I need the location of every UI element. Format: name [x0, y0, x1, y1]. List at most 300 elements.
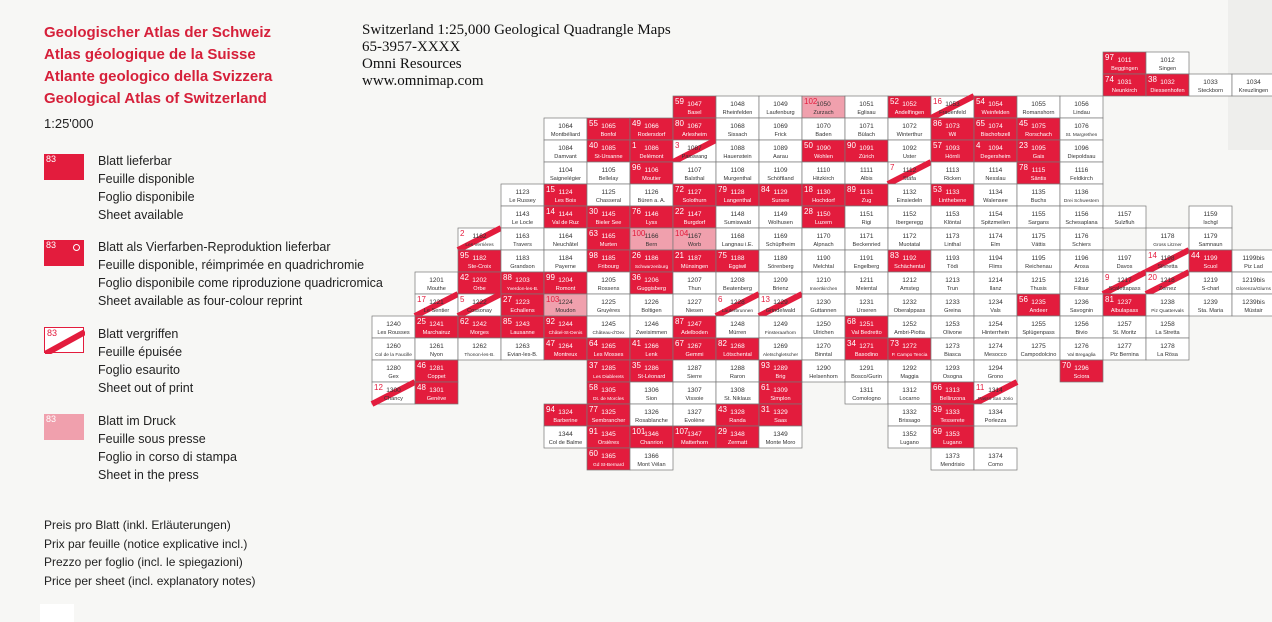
- map-sheet[interactable]: [845, 96, 888, 118]
- map-sheet[interactable]: [845, 140, 888, 162]
- sheet-atlas-number: 4: [976, 141, 981, 150]
- sheet-name: Zurzach: [813, 110, 834, 116]
- map-sheet[interactable]: [1146, 52, 1189, 74]
- map-sheet[interactable]: [458, 250, 501, 272]
- map-sheet[interactable]: [845, 272, 888, 294]
- map-sheet[interactable]: [888, 162, 931, 184]
- sheet-number: 1289: [773, 365, 788, 372]
- map-sheet[interactable]: [1103, 338, 1146, 360]
- map-sheet[interactable]: [759, 228, 802, 250]
- map-sheet[interactable]: [587, 228, 630, 250]
- map-sheet[interactable]: [931, 250, 974, 272]
- map-sheet[interactable]: [458, 316, 501, 338]
- map-sheet[interactable]: [1060, 162, 1103, 184]
- map-sheet[interactable]: [587, 140, 630, 162]
- map-sheet[interactable]: [716, 382, 759, 404]
- map-sheet[interactable]: [1232, 74, 1272, 96]
- map-sheet[interactable]: [716, 426, 759, 448]
- map-sheet[interactable]: [1146, 228, 1189, 250]
- legend-label: Feuille épuisée: [98, 345, 183, 359]
- map-sheet[interactable]: [716, 316, 759, 338]
- map-sheet[interactable]: [759, 338, 802, 360]
- map-sheet[interactable]: [1060, 294, 1103, 316]
- map-sheet[interactable]: [802, 272, 845, 294]
- map-sheet[interactable]: [931, 140, 974, 162]
- map-sheet[interactable]: [931, 404, 974, 426]
- map-sheet[interactable]: [845, 228, 888, 250]
- map-sheet[interactable]: [673, 228, 716, 250]
- map-scale: 1:25'000: [44, 116, 94, 131]
- map-sheet[interactable]: [845, 118, 888, 140]
- map-sheet[interactable]: [1060, 206, 1103, 228]
- map-sheet[interactable]: [974, 162, 1017, 184]
- map-sheet[interactable]: [501, 338, 544, 360]
- map-sheet[interactable]: [630, 184, 673, 206]
- map-sheet[interactable]: [888, 316, 931, 338]
- map-sheet[interactable]: [1232, 272, 1272, 294]
- sheet-number: 1196: [1074, 255, 1089, 262]
- map-sheet[interactable]: [1103, 74, 1146, 96]
- sheet-number: 1267: [687, 343, 702, 350]
- map-sheet[interactable]: [716, 228, 759, 250]
- map-sheet[interactable]: [931, 118, 974, 140]
- map-sheet[interactable]: [372, 316, 415, 338]
- map-sheet[interactable]: [1017, 96, 1060, 118]
- map-sheet[interactable]: [630, 250, 673, 272]
- map-sheet[interactable]: [974, 448, 1017, 470]
- map-sheet[interactable]: [1060, 140, 1103, 162]
- map-sheet[interactable]: [888, 294, 931, 316]
- map-sheet[interactable]: [544, 118, 587, 140]
- map-sheet[interactable]: [1060, 360, 1103, 382]
- map-sheet[interactable]: [587, 426, 630, 448]
- map-sheet[interactable]: [587, 272, 630, 294]
- sheet-atlas-number: 20: [1148, 273, 1157, 282]
- map-sheet[interactable]: [845, 162, 888, 184]
- map-sheet[interactable]: [974, 118, 1017, 140]
- map-sheet[interactable]: [1017, 338, 1060, 360]
- map-sheet[interactable]: [587, 382, 630, 404]
- map-sheet[interactable]: [630, 426, 673, 448]
- map-sheet[interactable]: [630, 206, 673, 228]
- map-sheet[interactable]: [630, 382, 673, 404]
- map-sheet[interactable]: [931, 162, 974, 184]
- map-sheet[interactable]: [1017, 162, 1060, 184]
- map-sheet[interactable]: [1017, 184, 1060, 206]
- map-sheet[interactable]: [716, 294, 759, 316]
- map-sheet[interactable]: [845, 206, 888, 228]
- map-sheet[interactable]: [1146, 316, 1189, 338]
- map-sheet[interactable]: [673, 96, 716, 118]
- sheet-atlas-number: 78: [1019, 163, 1028, 172]
- map-sheet[interactable]: [974, 206, 1017, 228]
- map-sheet[interactable]: [1060, 184, 1103, 206]
- map-sheet[interactable]: [544, 294, 587, 316]
- map-sheet[interactable]: [630, 228, 673, 250]
- map-sheet[interactable]: [1189, 228, 1232, 250]
- map-sheet[interactable]: [501, 272, 544, 294]
- map-sheet[interactable]: [673, 140, 716, 162]
- map-sheet[interactable]: [974, 140, 1017, 162]
- map-sheet[interactable]: [802, 162, 845, 184]
- map-sheet[interactable]: [802, 184, 845, 206]
- map-sheet[interactable]: [1060, 316, 1103, 338]
- map-sheet[interactable]: [716, 250, 759, 272]
- map-sheet[interactable]: [845, 360, 888, 382]
- sheet-number: 1333: [945, 409, 960, 416]
- map-sheet[interactable]: [630, 338, 673, 360]
- map-sheet[interactable]: [587, 338, 630, 360]
- map-sheet[interactable]: [587, 316, 630, 338]
- map-sheet[interactable]: [974, 404, 1017, 426]
- sheet-atlas-number: 98: [589, 251, 598, 260]
- map-sheet[interactable]: [888, 96, 931, 118]
- sheet-name: Drei Schwestern: [1063, 199, 1100, 204]
- map-sheet[interactable]: [587, 250, 630, 272]
- sheet-atlas-number: 14: [1148, 251, 1157, 260]
- map-sheet[interactable]: [716, 404, 759, 426]
- sheet-number: 1072: [902, 123, 917, 130]
- map-sheet[interactable]: [802, 338, 845, 360]
- map-sheet[interactable]: [415, 272, 458, 294]
- sheet-name: Morges: [470, 330, 489, 336]
- map-sheet[interactable]: [673, 338, 716, 360]
- map-sheet[interactable]: [673, 316, 716, 338]
- map-sheet[interactable]: [501, 206, 544, 228]
- map-sheet[interactable]: [888, 426, 931, 448]
- map-sheet[interactable]: [1103, 316, 1146, 338]
- map-sheet[interactable]: [974, 228, 1017, 250]
- sheet-name: Piz Lad: [1244, 264, 1263, 270]
- map-sheet[interactable]: [630, 448, 673, 470]
- map-sheet[interactable]: [759, 316, 802, 338]
- map-sheet[interactable]: [716, 206, 759, 228]
- sheet-name: Osogna: [942, 374, 963, 380]
- map-sheet[interactable]: [931, 316, 974, 338]
- map-sheet[interactable]: [501, 250, 544, 272]
- sheet-name: Albis: [860, 176, 873, 182]
- sheet-number: 1155: [1031, 211, 1046, 218]
- map-sheet[interactable]: [931, 96, 974, 118]
- map-sheet[interactable]: [1189, 74, 1232, 96]
- map-sheet[interactable]: [759, 140, 802, 162]
- sheet-name: Kreuzlingen: [1238, 88, 1269, 94]
- map-sheet[interactable]: [888, 206, 931, 228]
- sheet-number: 1251: [859, 321, 874, 328]
- legend-label: Sheet out of print: [98, 381, 194, 395]
- map-sheet[interactable]: [716, 272, 759, 294]
- sheet-number: 1162: [472, 233, 487, 240]
- map-sheet[interactable]: [931, 338, 974, 360]
- map-sheet[interactable]: [759, 118, 802, 140]
- map-sheet[interactable]: [587, 162, 630, 184]
- sheet-atlas-number: 65: [976, 119, 985, 128]
- sheet-number: 1207: [687, 277, 702, 284]
- sheet-number: 1198: [1160, 255, 1175, 262]
- sheet-atlas-number: 18: [804, 185, 813, 194]
- map-sheet[interactable]: [931, 184, 974, 206]
- map-sheet[interactable]: [716, 118, 759, 140]
- map-sheet[interactable]: [716, 162, 759, 184]
- map-sheet[interactable]: [1060, 338, 1103, 360]
- sheet-name: Thusis: [1030, 286, 1047, 292]
- map-sheet[interactable]: [1146, 74, 1189, 96]
- map-sheet[interactable]: [1189, 250, 1232, 272]
- map-sheet[interactable]: [1060, 250, 1103, 272]
- map-sheet[interactable]: [1103, 250, 1146, 272]
- map-sheet[interactable]: [372, 382, 415, 404]
- map-sheet[interactable]: [759, 294, 802, 316]
- map-sheet[interactable]: [630, 404, 673, 426]
- map-sheet[interactable]: [974, 96, 1017, 118]
- map-sheet[interactable]: [888, 250, 931, 272]
- map-sheet[interactable]: [716, 360, 759, 382]
- sheet-name: Vals: [990, 308, 1001, 314]
- map-sheet[interactable]: [501, 316, 544, 338]
- map-sheet[interactable]: [1146, 294, 1189, 316]
- sheet-number: 1114: [988, 167, 1003, 174]
- map-sheet[interactable]: [587, 448, 630, 470]
- map-sheet[interactable]: [673, 426, 716, 448]
- map-sheet[interactable]: [974, 250, 1017, 272]
- map-sheet[interactable]: [931, 294, 974, 316]
- map-sheet[interactable]: [931, 228, 974, 250]
- map-sheet[interactable]: [1017, 228, 1060, 250]
- map-sheet[interactable]: [1060, 272, 1103, 294]
- map-sheet[interactable]: [1189, 206, 1232, 228]
- map-sheet[interactable]: [1017, 250, 1060, 272]
- map-sheet[interactable]: [1232, 294, 1272, 316]
- map-sheet[interactable]: [587, 184, 630, 206]
- map-sheet[interactable]: [415, 382, 458, 404]
- sheet-name: Buchs: [1030, 198, 1047, 204]
- map-sheet[interactable]: [673, 360, 716, 382]
- map-sheet[interactable]: [1060, 118, 1103, 140]
- map-sheet[interactable]: [802, 96, 845, 118]
- map-sheet[interactable]: [415, 294, 458, 316]
- sheet-name: Lenk: [645, 352, 658, 358]
- map-sheet[interactable]: [673, 118, 716, 140]
- map-sheet[interactable]: [1232, 250, 1272, 272]
- map-sheet[interactable]: [673, 250, 716, 272]
- sheet-name: Degersheim: [980, 154, 1011, 160]
- map-sheet[interactable]: [845, 250, 888, 272]
- map-sheet[interactable]: [974, 294, 1017, 316]
- map-sheet[interactable]: [931, 426, 974, 448]
- sheet-number: 1296: [1074, 365, 1089, 372]
- map-sheet[interactable]: [716, 184, 759, 206]
- map-sheet[interactable]: [372, 338, 415, 360]
- map-sheet[interactable]: [931, 360, 974, 382]
- map-sheet[interactable]: [1146, 250, 1189, 272]
- map-sheet[interactable]: [974, 184, 1017, 206]
- map-sheet[interactable]: [544, 338, 587, 360]
- map-sheet[interactable]: [974, 382, 1017, 404]
- map-sheet[interactable]: [501, 294, 544, 316]
- map-sheet[interactable]: [1103, 272, 1146, 294]
- map-sheet[interactable]: [974, 360, 1017, 382]
- sheet-number: 1365: [601, 453, 616, 460]
- map-sheet[interactable]: [716, 140, 759, 162]
- map-sheet[interactable]: [845, 294, 888, 316]
- map-sheet[interactable]: [888, 382, 931, 404]
- map-sheet[interactable]: [802, 118, 845, 140]
- map-sheet[interactable]: [845, 382, 888, 404]
- map-sheet[interactable]: [673, 206, 716, 228]
- map-sheet[interactable]: [544, 140, 587, 162]
- map-sheet[interactable]: [673, 162, 716, 184]
- map-sheet[interactable]: [544, 206, 587, 228]
- map-sheet[interactable]: [802, 206, 845, 228]
- map-sheet[interactable]: [630, 272, 673, 294]
- map-sheet[interactable]: [759, 272, 802, 294]
- sheet-name: Basel: [687, 110, 702, 116]
- map-sheet[interactable]: [845, 316, 888, 338]
- map-sheet[interactable]: [673, 382, 716, 404]
- map-sheet[interactable]: [415, 316, 458, 338]
- map-sheet[interactable]: [458, 228, 501, 250]
- map-sheet[interactable]: [888, 228, 931, 250]
- map-sheet[interactable]: [759, 184, 802, 206]
- sheet-number: 1153: [945, 211, 960, 218]
- map-sheet[interactable]: [888, 184, 931, 206]
- map-sheet[interactable]: [802, 360, 845, 382]
- map-sheet[interactable]: [544, 404, 587, 426]
- legend-label: Blatt vergriffen: [98, 327, 179, 341]
- map-sheet[interactable]: [673, 404, 716, 426]
- map-sheet[interactable]: [630, 140, 673, 162]
- map-sheet[interactable]: [630, 360, 673, 382]
- map-sheet[interactable]: [1017, 294, 1060, 316]
- sheet-name: Zernez: [1158, 286, 1177, 292]
- map-sheet[interactable]: [1017, 316, 1060, 338]
- map-sheet[interactable]: [1017, 140, 1060, 162]
- sheet-name: Tödi: [947, 264, 958, 270]
- sheet-name: Rossens: [597, 286, 620, 292]
- map-sheet[interactable]: [888, 404, 931, 426]
- map-sheet[interactable]: [630, 162, 673, 184]
- map-sheet[interactable]: [845, 184, 888, 206]
- sheet-atlas-number: 72: [675, 185, 684, 194]
- sheet-number: 1253: [945, 321, 960, 328]
- sheet-number: 1104: [558, 167, 573, 174]
- map-sheet[interactable]: [630, 118, 673, 140]
- map-sheet[interactable]: [759, 382, 802, 404]
- map-sheet[interactable]: [544, 184, 587, 206]
- map-sheet[interactable]: [931, 272, 974, 294]
- map-sheet[interactable]: [716, 96, 759, 118]
- map-sheet[interactable]: [759, 404, 802, 426]
- map-sheet[interactable]: [759, 426, 802, 448]
- map-sheet[interactable]: [759, 162, 802, 184]
- map-sheet[interactable]: [458, 272, 501, 294]
- map-sheet[interactable]: [1060, 228, 1103, 250]
- map-sheet[interactable]: [1017, 206, 1060, 228]
- sheet-name: Val de Ruz: [552, 220, 579, 226]
- map-sheet[interactable]: [673, 184, 716, 206]
- map-sheet[interactable]: [716, 338, 759, 360]
- map-sheet[interactable]: [1017, 118, 1060, 140]
- sheet-name: Nyon: [429, 352, 444, 358]
- map-sheet[interactable]: [1103, 52, 1146, 74]
- map-sheet[interactable]: [1017, 272, 1060, 294]
- map-sheet[interactable]: [458, 294, 501, 316]
- map-sheet[interactable]: [888, 118, 931, 140]
- map-sheet[interactable]: [759, 250, 802, 272]
- map-sheet[interactable]: [544, 250, 587, 272]
- sheet-number: 1288: [730, 365, 745, 372]
- map-sheet[interactable]: [587, 294, 630, 316]
- map-sheet[interactable]: [458, 338, 501, 360]
- map-sheet[interactable]: [759, 96, 802, 118]
- map-sheet[interactable]: [1146, 272, 1189, 294]
- map-sheet[interactable]: [931, 382, 974, 404]
- map-sheet[interactable]: [888, 272, 931, 294]
- map-sheet[interactable]: [802, 294, 845, 316]
- map-sheet[interactable]: [673, 294, 716, 316]
- map-sheet[interactable]: [974, 316, 1017, 338]
- map-sheet[interactable]: [802, 316, 845, 338]
- map-sheet[interactable]: [974, 338, 1017, 360]
- map-sheet[interactable]: [802, 250, 845, 272]
- sheet-number: 1186: [644, 255, 659, 262]
- map-sheet[interactable]: [501, 228, 544, 250]
- map-sheet[interactable]: [544, 272, 587, 294]
- map-sheet[interactable]: [415, 338, 458, 360]
- map-sheet[interactable]: [630, 294, 673, 316]
- map-sheet[interactable]: [845, 338, 888, 360]
- map-sheet[interactable]: [544, 228, 587, 250]
- map-sheet[interactable]: [544, 162, 587, 184]
- map-sheet[interactable]: [888, 360, 931, 382]
- map-sheet[interactable]: [759, 360, 802, 382]
- map-sheet[interactable]: [630, 316, 673, 338]
- map-sheet[interactable]: [974, 272, 1017, 294]
- map-sheet[interactable]: [1146, 338, 1189, 360]
- map-sheet[interactable]: [673, 272, 716, 294]
- map-sheet[interactable]: [802, 140, 845, 162]
- map-sheet[interactable]: [1189, 272, 1232, 294]
- sheet-number: 1285: [601, 365, 616, 372]
- map-sheet[interactable]: [372, 360, 415, 382]
- map-sheet[interactable]: [587, 206, 630, 228]
- sheet-name: Stäfa: [902, 176, 917, 182]
- map-sheet[interactable]: [1189, 294, 1232, 316]
- map-sheet[interactable]: [931, 206, 974, 228]
- map-sheet[interactable]: [544, 426, 587, 448]
- sheet-atlas-number: 47: [546, 339, 555, 348]
- sheet-number: 1261: [429, 343, 444, 350]
- map-sheet[interactable]: [501, 184, 544, 206]
- map-sheet[interactable]: [587, 360, 630, 382]
- map-sheet[interactable]: [888, 140, 931, 162]
- map-sheet[interactable]: [544, 316, 587, 338]
- sheet-number: 1221: [429, 299, 444, 306]
- sheet-name: Ste-Croix: [467, 264, 492, 270]
- map-sheet[interactable]: [587, 118, 630, 140]
- map-sheet[interactable]: [1103, 206, 1146, 228]
- map-sheet[interactable]: [587, 404, 630, 426]
- map-sheet[interactable]: [1103, 294, 1146, 316]
- map-sheet[interactable]: [1060, 96, 1103, 118]
- map-sheet[interactable]: [888, 338, 931, 360]
- map-sheet[interactable]: [802, 228, 845, 250]
- sheet-name: Chancy: [384, 396, 403, 402]
- map-sheet[interactable]: [759, 206, 802, 228]
- map-sheet[interactable]: [415, 360, 458, 382]
- map-sheet[interactable]: [931, 448, 974, 470]
- sheet-name: Orbe: [473, 286, 486, 292]
